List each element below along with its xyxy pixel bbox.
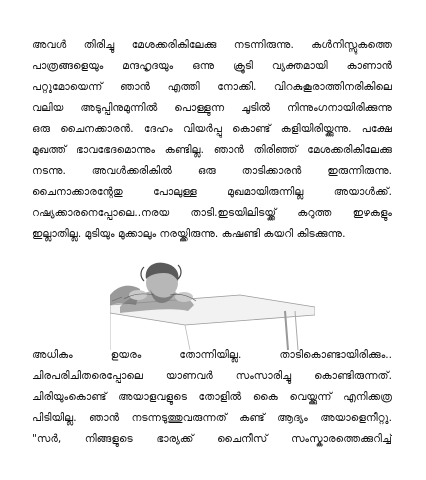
sketch-illustration-man-at-table xyxy=(110,255,315,350)
text-line: ചൈനാക്കാരന്റേതു പോലുള്ള മുഖമായിരുന്നില്ല അയാൾക്ക്. xyxy=(32,186,392,198)
text-line: നടന്നു. അവൾക്കരികിൽ ഒരു താടിക്കാരൻ ഇരുന്നിരുന്നു. xyxy=(32,165,392,177)
text-line: അധികം ഉയരം തോന്നിയില്ല. താടികൊണ്ടായിരിക്കും.. xyxy=(32,349,392,361)
paragraph-top xyxy=(32,35,392,245)
text-line: റഷ്യക്കാരനെപ്പോലെ..നരയ താടി.ഇടയിലിടയ്ക്ക് കറുത്ത ഇഴകളും xyxy=(32,207,392,219)
text-line: ചിരിയുംകൊണ്ട് അയാളവളുടെ തോളിൽ കൈ വെയ്ക്കുന്ന് എനിക്കത്ര xyxy=(32,391,392,403)
text-line: ഇല്ലാതില്ല. മുടിയും മുക്കാലും നരയ്ക്കിരുന്നു. കഷണ്ടി കയറി കിടക്കുന്നു. xyxy=(32,228,346,240)
illustration-svg xyxy=(110,255,315,350)
text-line: വലിയ അടുപ്പിനുമുന്നിൽ പൊള്ളുന്ന ചൂടിൽ നിന്നുംഗനായിരിക്കുന്നു xyxy=(32,102,392,114)
text-line: അവൾ തിരിച്ചു മേശക്കരികിലേക്കു നടന്നിരുന്നു. കൾനിസ്സുകത്തെ xyxy=(32,39,392,51)
paragraph-bottom xyxy=(32,345,392,450)
text-line: ചിരപരിചിതരെപ്പോലെ യാണവർ സംസാരിച്ചു കൊണ്ടിരുന്നത്. xyxy=(32,370,392,382)
text-line: ഒരു ചൈനക്കാരൻ. ദേഹം വിയർപ്പു കൊണ്ട് കളിയിരിയ്ക്കുന്നു. പക്ഷേ xyxy=(32,123,392,135)
text-line: പറ്റുമോയെന്ന് ഞാൻ എത്തി നോക്കി. വിറകുകൂരാത്തിനരികിലെ xyxy=(32,81,392,93)
text-line: പിടിയില്ല. ഞാൻ നടന്നടുത്തുവരുന്നത് കണ്ട് ആദ്യം അയാളെനീറ്റു. xyxy=(32,412,392,424)
text-line: പാത്രങ്ങളെയും മന്ദഹൃദയും ഒന്നു ക്രൂടി വ്യക്തമായി കാണാൻ xyxy=(32,60,392,72)
text-line: "സർ, നിങ്ങളുടെ ഭാര്യക്ക് ചൈനീസ് സംസ്കാരത്തെക്കുറിച്ച് xyxy=(32,433,392,445)
text-line: മുഖത്ത് ഭാവഭേദമൊന്നും കണ്ടില്ല. ഞാൻ തിരിഞ്ഞ് മേശക്കരികിലേക്കു xyxy=(32,144,392,156)
